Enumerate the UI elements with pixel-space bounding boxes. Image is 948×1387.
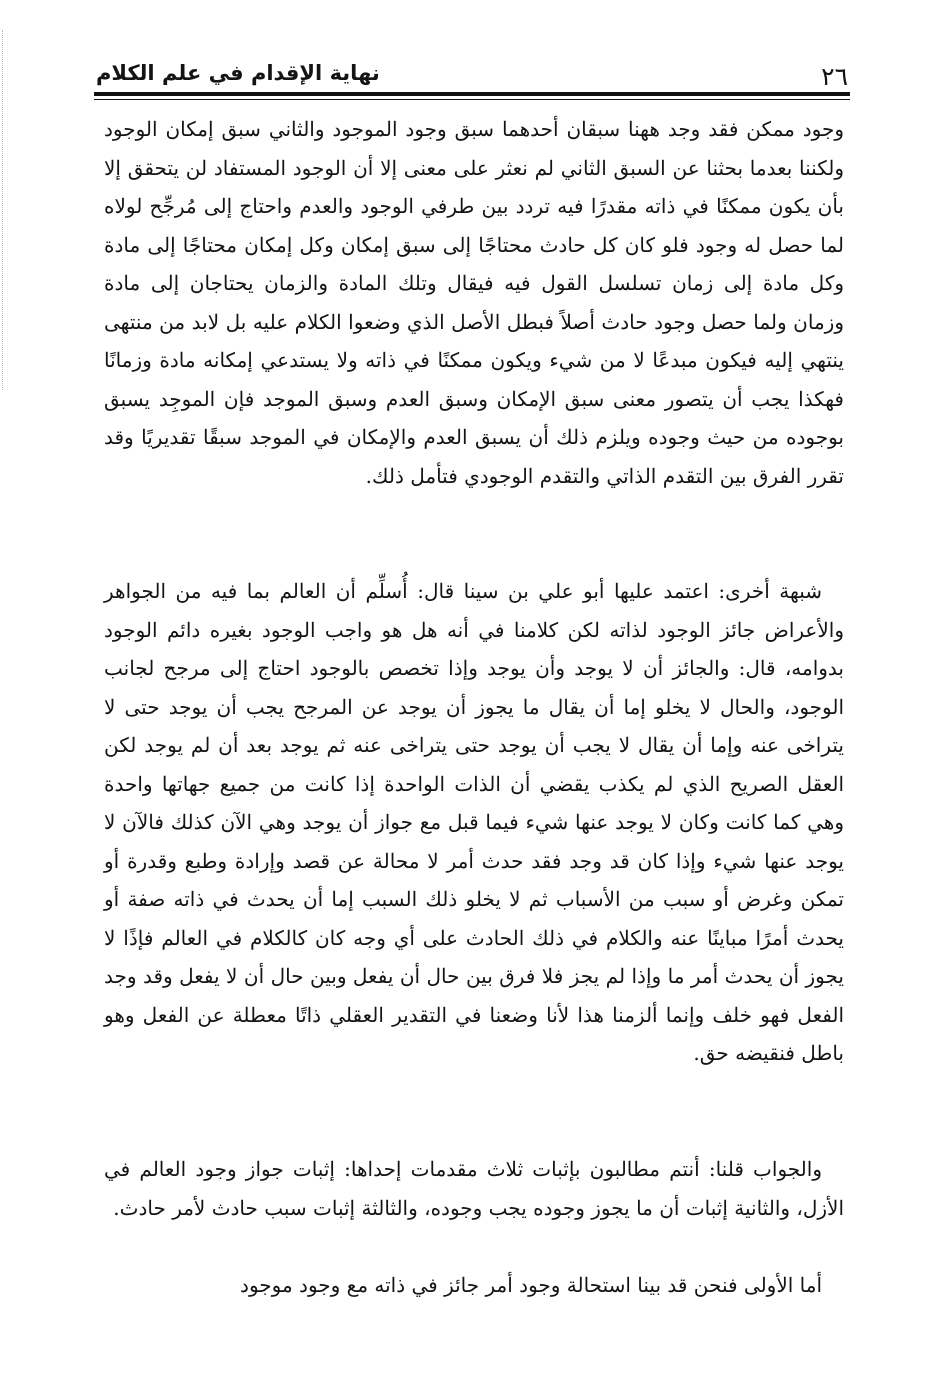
header-rule-thick — [94, 92, 850, 96]
paragraph: وجود ممكن فقد وجد ههنا سبقان أحدهما سبق وجود الموجود والثاني سبق إمكان الوجود ولكننا بعدما بحثنا عن السبق الثاني لم نعثر على معنى إلا أن الوجود المستفاد لن يتحقق إلا بأن يكون ممكنًا في ذاته مقدرًا فيه تردد بين طرفي الوجود والعدم واحتاج إلى مُرجِّح لولاه لما حصل له وجود فلو كان كل حادث محتاجًا إلى سبق إمكان وكل إمكان محتاجًا إلى مادة وكل مادة إلى زمان تسلسل القول فيه فيقال وتلك المادة والزمان يحتاجان إلى مادة وزمان ولما حصل وجود حادث أصلاً فبطل الأصل الذي وضعوا الكلام عليه بل لابد من منتهى ينتهي إليه فيكون مبدعًا لا من شيء ويكون ممكنًا في ذاته ولا يستدعي إمكانه مادة وزمانًا فهكذا يجب أن يتصور معنى سبق الإمكان وسبق العدم وسبق الموجد فإن الموجِد يسبق بوجوده من حيث وجوده ويلزم ذلك أن يسبق العدم والإمكان في الموجد سبقًا تقديريًا وقد تقرر الفرق بين التقدم الذاتي والتقدم الوجودي فتأمل ذلك. — [104, 117, 844, 488]
body-text — [104, 110, 844, 1306]
header-rule-thin — [94, 99, 850, 100]
running-title: نهاية الإقدام في علم الكلام — [96, 61, 380, 85]
paragraph: شبهة أخرى: اعتمد عليها أبو علي بن سينا قال: أُسلِّم أن العالم بما فيه من الجواهر والأعراض جائز الوجود لذاته لكن كلامنا في أنه هل هو واجب الوجود بغيره دائم الوجود بدوامه، قال: والجائز أن لا يوجد وأن يوجد وإذا تخصص بالوجود احتاج إلى مرجح لجانب الوجود، والحال لا يخلو إما أن يقال ما يجوز أن يوجد عن المرجح يجب أن يوجد حتى لا يتراخى عنه وإما أن يقال لا يجب أن يوجد حتى يتراخى عنه ثم يوجد بعد أن لم يوجد لكن العقل الصريح الذي لم يكذب يقضي أن الذات الواحدة إذا كانت من جميع جهاتها واحدة وهي كما كانت وكان لا يوجد عنها شيء فيما قبل مع جواز أن يوجد وهي الآن كذلك فالآن لا يوجد عنها شيء وإذا كان قد وجد فقد حدث أمر لا محالة عن قصد وإرادة وطبع وقدرة أو تمكن وغرض أو سبب من الأسباب ثم لا يخلو ذلك السبب إما أن يحدث في ذاته صفة أو يحدث أمرًا مباينًا عنه والكلام في ذلك الحادث على أي وجه كان كالكلام في العالم فإذًا لا يجوز أن يحدث أمر ما وإذا لم يجز فلا فرق بين حال أن يفعل وبين حال أن لا يفعل وقد وجد الفعل فهو خلف وإنما ألزمنا هذا لأنا وضعنا في التقدير العقلي ذاتًا معطلة عن الفعل وهو باطل فنقيضه حق. — [104, 579, 845, 1065]
paragraph: والجواب قلنا: أنتم مطالبون بإثبات ثلاث مقدمات إحداها: إثبات جواز وجود العالم في الأزل، والثانية إثبات أن ما يجوز وجوده يجب وجوده، والثالثة إثبات سبب حادث لأمر حادث. — [104, 1157, 844, 1220]
scan-margin-marks — [2, 30, 9, 390]
paragraph: أما الأولى فنحن قد بينا استحالة وجود أمر جائز في ذاته مع وجود موجود — [240, 1273, 822, 1297]
page-number: ٢٦ — [821, 62, 848, 91]
